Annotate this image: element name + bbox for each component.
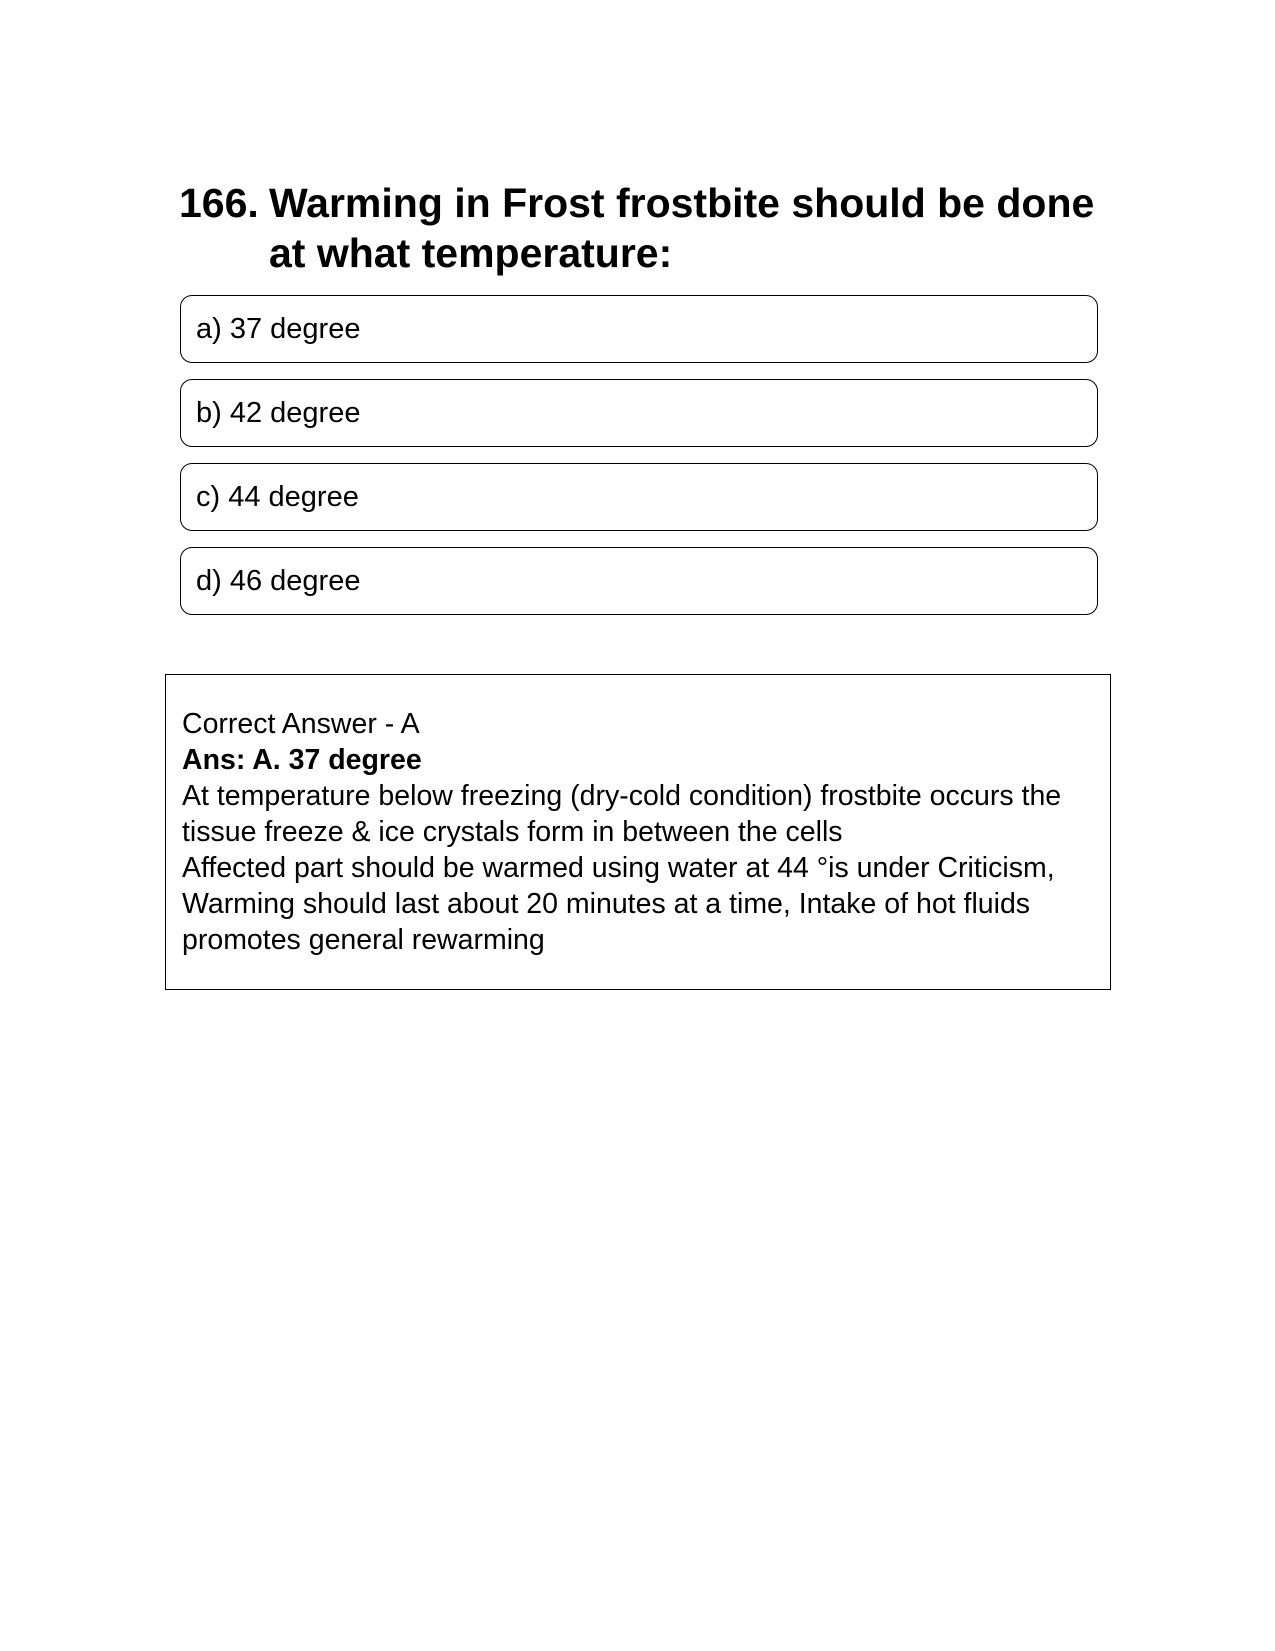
question-heading [179, 178, 1099, 278]
option-c[interactable]: c) 44 degree [180, 463, 1098, 531]
question-text: Warming in Frost frostbite should be done at what temperature: [269, 180, 1095, 276]
question-number: 166. [179, 180, 259, 226]
answer-options [180, 295, 1098, 631]
answer-heading: Ans: A. 37 degree [182, 744, 422, 776]
explanation-paragraph-2: Affected part should be warmed using water at 44 °is under Criticism, Warming should last about 20 minutes at a time, Intake of hot fluids promotes general rewarming [182, 852, 1055, 956]
option-d[interactable]: d) 46 degree [180, 547, 1098, 615]
answer-explanation-box [165, 674, 1111, 990]
option-a[interactable]: a) 37 degree [180, 295, 1098, 363]
option-b[interactable]: b) 42 degree [180, 379, 1098, 447]
correct-answer-line: Correct Answer - A [182, 708, 420, 740]
explanation-paragraph-1: At temperature below freezing (dry-cold condition) frostbite occurs the tissue freeze & ice crystals form in between the cells [182, 780, 1062, 848]
